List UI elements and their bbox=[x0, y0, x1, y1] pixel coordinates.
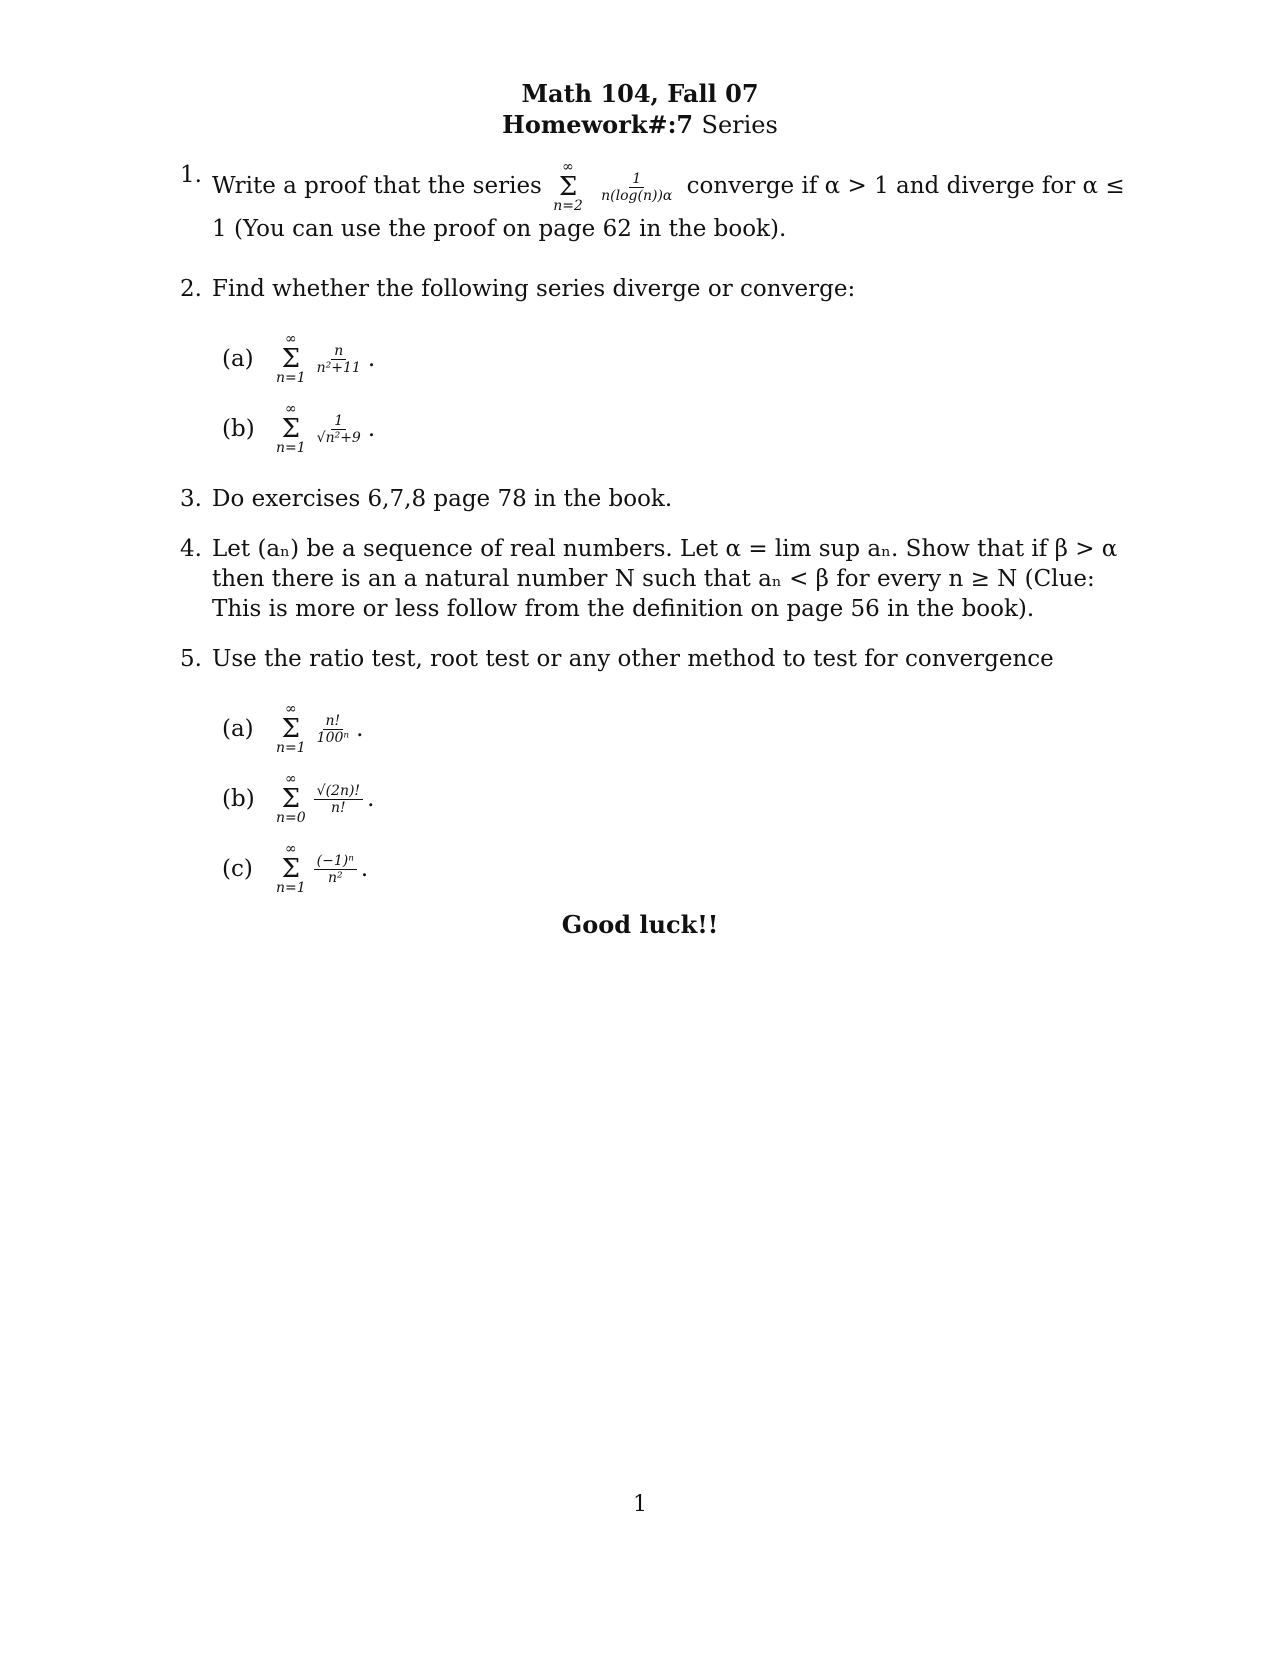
closing-message: Good luck!! bbox=[561, 910, 719, 939]
terminal-period: . bbox=[367, 416, 376, 442]
sigma-symbol: Σ bbox=[281, 854, 301, 884]
numerator: 1 bbox=[629, 171, 644, 188]
problem-4 bbox=[180, 534, 1140, 624]
sum-upper-limit: ∞ bbox=[284, 841, 297, 857]
sum-upper-limit: ∞ bbox=[284, 401, 297, 417]
sum-lower-limit: n=1 bbox=[276, 740, 306, 756]
problem-number: 1. bbox=[180, 162, 202, 188]
numerator: √(2n)! bbox=[314, 783, 363, 800]
summation bbox=[553, 160, 583, 214]
summation bbox=[276, 402, 306, 456]
sigma-symbol: Σ bbox=[281, 344, 301, 374]
numerator: (−1)ⁿ bbox=[314, 853, 357, 870]
terminal-period: . bbox=[367, 786, 375, 812]
sum-lower-limit: n=1 bbox=[276, 880, 306, 896]
problem-text-before: Write a proof that the series bbox=[212, 173, 542, 199]
sum-upper-limit: ∞ bbox=[284, 331, 297, 347]
terminal-period: . bbox=[356, 716, 364, 742]
sigma-symbol: Σ bbox=[281, 784, 301, 814]
summation bbox=[276, 332, 306, 386]
summation bbox=[276, 702, 306, 756]
summation bbox=[276, 842, 306, 896]
problem-2 bbox=[180, 274, 1140, 464]
subproblem-label: (c) bbox=[222, 856, 253, 882]
subproblem-c bbox=[222, 834, 1140, 904]
subproblem-label: (b) bbox=[222, 416, 255, 442]
problem-number: 3. bbox=[180, 486, 202, 512]
denominator: 100ⁿ bbox=[316, 729, 350, 746]
title-block bbox=[0, 78, 1280, 141]
problem-text: Do exercises 6,7,8 page 78 in the book. bbox=[212, 486, 673, 512]
subproblem-a bbox=[222, 694, 1140, 764]
sum-upper-limit: ∞ bbox=[562, 159, 574, 175]
fraction bbox=[314, 413, 364, 446]
denominator: n! bbox=[331, 799, 346, 816]
problem-5 bbox=[180, 644, 1140, 904]
denominator: n²+11 bbox=[316, 359, 361, 376]
page-number: 1 bbox=[633, 1492, 647, 1517]
sigma-symbol: Σ bbox=[281, 714, 301, 744]
subproblem-list bbox=[222, 694, 1140, 904]
subproblem-label: (b) bbox=[222, 786, 255, 812]
fraction bbox=[598, 171, 675, 204]
denominator: √n²+9 bbox=[316, 429, 361, 446]
numerator: 1 bbox=[331, 413, 346, 430]
fraction bbox=[314, 343, 364, 376]
homework-topic: Series bbox=[701, 111, 778, 139]
problem-list bbox=[180, 160, 1140, 904]
problem-text: Let (aₙ) be a sequence of real numbers. Let α = lim sup aₙ. Show that if β > α then there is an a natural number N such that aₙ < β for every n ≥ N (Clue: This is more or less follow from the definition on page 56 in the book). bbox=[212, 536, 1118, 622]
course-title: Math 104, Fall 07 bbox=[521, 79, 759, 108]
sum-upper-limit: ∞ bbox=[284, 771, 297, 787]
subproblem-a bbox=[222, 324, 1140, 394]
problem-number: 5. bbox=[180, 646, 202, 672]
sum-upper-limit: ∞ bbox=[284, 701, 297, 717]
homework-title bbox=[0, 109, 1280, 141]
problem-text: Find whether the following series diverge or converge: bbox=[212, 276, 856, 302]
sum-lower-limit: n=0 bbox=[276, 810, 306, 826]
sum-lower-limit: n=1 bbox=[276, 370, 306, 386]
denominator: n² bbox=[327, 869, 343, 886]
fraction bbox=[314, 713, 352, 746]
denominator: n(log(n))α bbox=[601, 187, 673, 204]
subproblem-list bbox=[222, 324, 1140, 464]
problem-1 bbox=[180, 160, 1140, 244]
fraction bbox=[314, 783, 363, 816]
problem-number: 4. bbox=[180, 536, 202, 562]
problem-text: Use the ratio test, root test or any other method to test for convergence bbox=[212, 646, 1054, 672]
subproblem-b bbox=[222, 394, 1140, 464]
sigma-symbol: Σ bbox=[281, 414, 301, 444]
fraction bbox=[314, 853, 357, 886]
terminal-period: . bbox=[367, 346, 376, 372]
problem-3 bbox=[180, 484, 1140, 514]
sigma-symbol: Σ bbox=[558, 172, 578, 202]
numerator: n bbox=[331, 343, 346, 360]
problem-text-after: converge if α > 1 and diverge for α ≤ 1 (You can use the proof on page 62 in the book). bbox=[212, 173, 1125, 242]
summation bbox=[276, 772, 306, 826]
terminal-period: . bbox=[360, 856, 369, 882]
sum-lower-limit: n=1 bbox=[276, 440, 306, 456]
sum-lower-limit: n=2 bbox=[553, 198, 583, 214]
subproblem-label: (a) bbox=[222, 346, 254, 372]
subproblem-b bbox=[222, 764, 1140, 834]
numerator: n! bbox=[323, 713, 344, 730]
subproblem-label: (a) bbox=[222, 716, 254, 742]
homework-label: Homework#:7 bbox=[502, 110, 694, 139]
problem-number: 2. bbox=[180, 276, 202, 302]
